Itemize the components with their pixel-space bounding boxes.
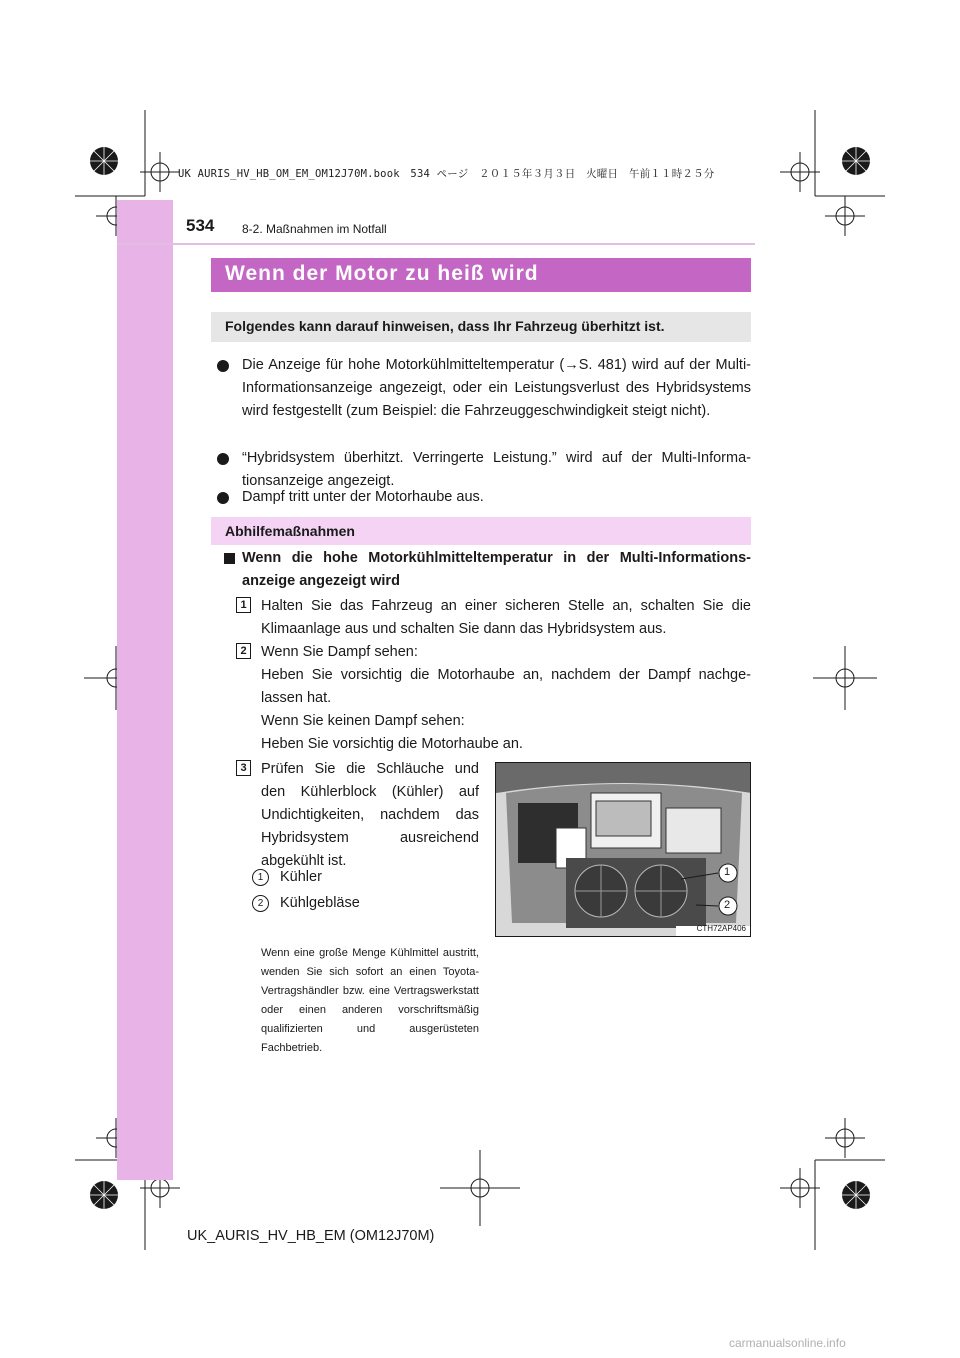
symptoms-heading-box xyxy=(211,312,751,342)
step-2-line-2: Heben Sie vorsichtig die Motorhaube an, nachdem der Dampf nachgelassen hat. xyxy=(261,667,751,706)
part-label-1: Kühler xyxy=(280,869,322,885)
bullet-icon xyxy=(217,453,229,465)
symptom-item xyxy=(217,354,751,423)
remedy-subheading xyxy=(224,547,751,593)
symptom-text: “Hybridsystem überhitzt. Verringerte Leistung.” wird auf der Multi-Informationsanzeige angezeigt. xyxy=(242,450,751,489)
part-number-2: 2 xyxy=(252,895,269,912)
step-number-1: 1 xyxy=(236,597,251,613)
step-number-2: 2 xyxy=(236,643,251,659)
figure-callout-1: 1 xyxy=(724,866,731,878)
step-1-text: Halten Sie das Fahrzeug an einer sicheren Stelle an, schalten Sie die Klimaanlage aus und schalten Sie dann das Hybridsystem aus. xyxy=(261,598,751,637)
section-title: 8-2. Maßnahmen im Notfall xyxy=(242,222,387,236)
remedy-subheading-text: Wenn die hohe Motorkühlmitteltemperatur in der Multi-Informationsanzeige angezeigt wird xyxy=(242,550,751,589)
step-2-line-1: Wenn Sie Dampf sehen: xyxy=(261,644,418,660)
step-2-line-4: Heben Sie vorsichtig die Motorhaube an. xyxy=(261,736,523,752)
watermark: carmanualsonline.info xyxy=(729,1336,846,1350)
symptom-item xyxy=(217,486,751,509)
symptom-text: Dampf tritt unter der Motorhaube aus. xyxy=(242,489,484,505)
part-number-1: 1 xyxy=(252,869,269,886)
figure-caption: CTH72AP406 xyxy=(696,924,746,933)
step-2-line-3: Wenn Sie keinen Dampf sehen: xyxy=(261,713,465,729)
main-heading-banner xyxy=(211,258,751,292)
engine-compartment-illustration xyxy=(496,763,751,937)
figure-callout-2: 2 xyxy=(724,899,731,911)
print-info: UK AURIS_HV_HB_OM_EM_OM12J70M.book 534 ページ ２０１５年３月３日 火曜日 午前１１時２５分 xyxy=(178,168,715,180)
step-number-3: 3 xyxy=(236,760,251,776)
symptoms-heading: Folgendes kann darauf hinweisen, dass Ihr Fahrzeug überhitzt ist. xyxy=(225,318,665,334)
remedy-heading-box xyxy=(211,517,751,545)
bullet-icon xyxy=(217,360,229,372)
page-number: 534 xyxy=(186,216,215,235)
main-heading: Wenn der Motor zu heiß wird xyxy=(225,262,539,285)
step-3-text: Prüfen Sie die Schläuche und den Kühlerblock (Kühler) auf Undichtigkeiten, nachdem das Hybridsystem ausreichend abgekühlt ist. xyxy=(261,761,479,869)
remedy-heading: Abhilfemaßnahmen xyxy=(225,523,355,539)
chapter-side-tab xyxy=(117,200,173,1180)
coolant-leak-note: Wenn eine große Menge Kühlmittel austritt, wenden Sie sich sofort an einen Toyota-Vertragshändler bzw. eine Vertragswerkstatt oder einen anderen vorschriftsmäßig qualifizierten und ausgerüsteten Fachbetrieb. xyxy=(261,947,479,1054)
manual-code: UK_AURIS_HV_HB_EM (OM12J70M) xyxy=(187,1228,435,1244)
header-rule xyxy=(117,243,755,245)
square-bullet-icon xyxy=(224,553,235,564)
part-label-2: Kühlgebläse xyxy=(280,895,360,911)
bullet-icon xyxy=(217,492,229,504)
engine-compartment-figure xyxy=(495,762,751,937)
symptom-text: Die Anzeige für hohe Motorkühlmitteltemperatur (→S. 481) wird auf der Multi-Informationsanzeige angezeigt, oder ein Leistungsverlust des Hybridsystems wird festgestellt (zum Beispiel: die Fahrzeuggeschwindigkeit steigt nicht). xyxy=(242,357,751,419)
